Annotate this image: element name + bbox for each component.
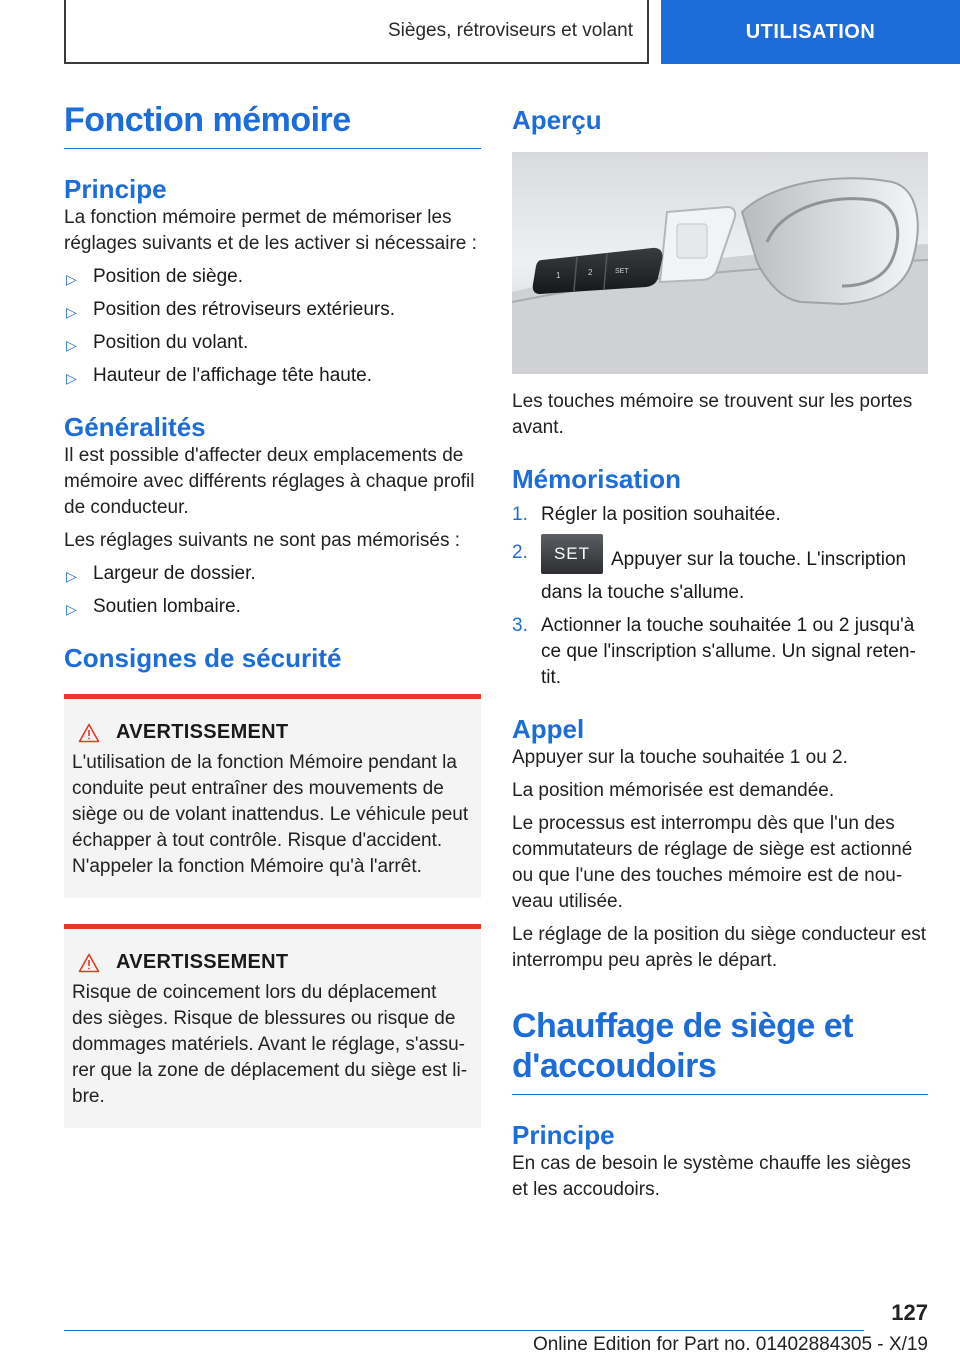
list-item: 1. Régler la position souhaitée.	[512, 504, 781, 525]
memory-button-2-label: 2	[588, 268, 593, 277]
generalites-heading: Généralités	[64, 412, 206, 442]
header-chapter-tab[interactable]	[661, 0, 960, 64]
list-item: ▷ Hauteur de l'affichage tête haute.	[64, 363, 481, 389]
appel-text: Le réglage de la position du siège conducteur est interrompu peu après le départ.	[512, 924, 927, 971]
warning-title: AVERTISSEMENT	[72, 951, 471, 974]
memory-set-button-label: SET	[615, 268, 629, 275]
appel-text: La position mémorisée est demandée.	[512, 780, 835, 801]
warning-box	[64, 694, 481, 898]
appel-text: Appuyer sur la touche souhaitée 1 ou 2.	[512, 747, 848, 768]
footer-divider	[64, 1330, 864, 1331]
right-column	[512, 100, 928, 1203]
list-item: ▷ Largeur de dossier.	[64, 561, 481, 587]
section-title: Sièges, rétroviseurs et volant	[387, 20, 633, 41]
triangle-bullet-icon: ▷	[66, 271, 77, 287]
memorisation-steps	[512, 502, 928, 691]
list-item: ▷ Position du volant.	[64, 330, 481, 356]
list-item: 3. Actionner la touche souhaitée 1 ou 2 jusqu'à ce que l'inscription s'allume. Un signal retentit.	[512, 615, 916, 688]
set-button-icon: SET	[541, 534, 603, 574]
chauffage-title: Chauffage de siège et d'accoudoirs	[512, 1007, 853, 1085]
appel-text: Le processus est interrompu dès que l'un des commutateurs de réglage de siège est actionné ou que l'une des touches mémoire est de nouveau utilisée.	[512, 813, 913, 912]
warning-triangle-icon	[78, 953, 100, 973]
chauffage-principe-heading: Principe	[512, 1120, 615, 1150]
generalites-text-2: Les réglages suivants ne sont pas mémorisés :	[64, 530, 461, 551]
list-item: ▷ Position de siège.	[64, 264, 481, 290]
securite-heading: Consignes de sécurité	[64, 643, 342, 673]
appel-heading: Appel	[512, 714, 585, 744]
page-title: Fonction mémoire	[64, 101, 351, 139]
generalites-text: Il est possible d'affecter deux emplacements de mémoire avec différents réglages à chaque profil de conducteur.	[64, 445, 475, 518]
triangle-bullet-icon: ▷	[66, 370, 77, 386]
list-item: ▷ Soutien lombaire.	[64, 594, 481, 620]
triangle-bullet-icon: ▷	[66, 601, 77, 617]
chauffage-text: En cas de besoin le système chauffe les sièges et les accoudoirs.	[512, 1153, 911, 1200]
list-item: ▷ Position des rétroviseurs extérieurs.	[64, 297, 481, 323]
header-section-title	[64, 0, 649, 64]
apercu-caption: Les touches mémoire se trouvent sur les portes avant.	[512, 391, 913, 438]
triangle-bullet-icon: ▷	[66, 568, 77, 584]
triangle-bullet-icon: ▷	[66, 337, 77, 353]
title-divider	[512, 1094, 928, 1095]
triangle-bullet-icon: ▷	[66, 304, 77, 320]
principe-heading: Principe	[64, 174, 167, 204]
page-number: 127	[891, 1300, 928, 1325]
generalites-list	[64, 561, 481, 620]
warning-title: AVERTISSEMENT	[72, 721, 471, 744]
memory-button-1-label: 1	[556, 271, 561, 280]
chapter-label: UTILISATION	[745, 20, 876, 43]
apercu-heading: Aperçu	[512, 105, 602, 135]
left-column	[64, 100, 481, 1128]
warning-triangle-icon	[78, 723, 100, 743]
list-item: 2. SET Appuyer sur la touche. L'inscription dans la touche s'allume.	[512, 540, 928, 606]
door-memory-buttons-photo	[512, 152, 928, 374]
principe-intro: La fonction mémoire permet de mémoriser les réglages suivants et de les activer si nécessaire :	[64, 207, 477, 254]
title-divider	[64, 148, 481, 149]
warning-box	[64, 924, 481, 1128]
principe-list	[64, 264, 481, 389]
edition-note: Online Edition for Part no. 01402884305 - X/19	[532, 1334, 928, 1355]
memorisation-heading: Mémorisation	[512, 464, 682, 494]
warning-text: L'utilisation de la fonction Mémoire pendant la conduite peut entraîner des mouvements de siège ou de volant inattendus. Le véhicule peut échapper à tout contrôle. Risque d'accident. N'appeler la fonction Mémoire qu'à l'arrêt.	[72, 752, 469, 877]
warning-text: Risque de coincement lors du déplacement des sièges. Risque de blessures ou risque de dommages matériels. Avant le réglage, s'assurer que la zone de déplacement du siège est libre.	[72, 982, 468, 1107]
